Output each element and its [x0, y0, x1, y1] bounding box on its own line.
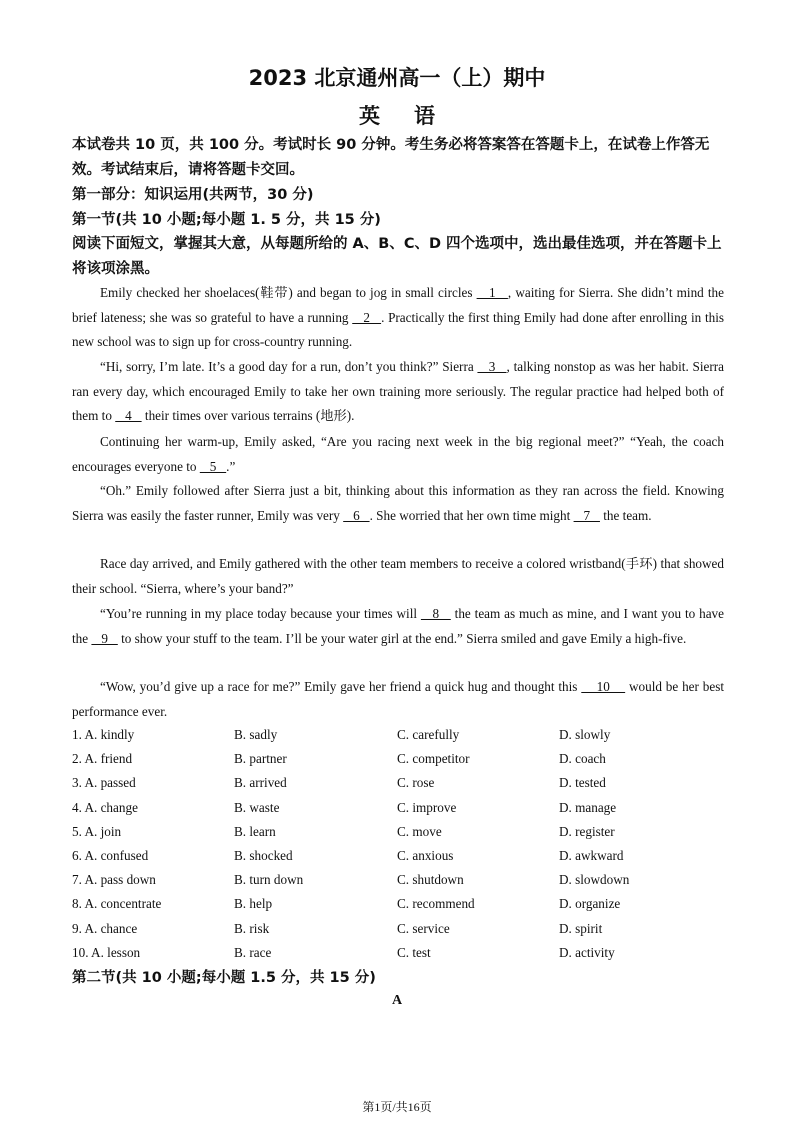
- option-d: D. register: [559, 823, 615, 839]
- option-a: 7. A. pass down: [72, 872, 156, 888]
- subject-title: 英语: [359, 104, 469, 128]
- option-c: C. improve: [397, 799, 457, 815]
- blank-3: 3: [477, 359, 507, 374]
- blank-7: 7: [573, 507, 600, 523]
- blank-8: 8: [420, 606, 451, 621]
- option-a: 6. A. confused: [72, 847, 149, 863]
- option-row: [72, 796, 732, 820]
- option-row: [72, 917, 732, 941]
- page-footer: 第1页/共16页: [362, 1100, 432, 1114]
- section-one-heading: 第一节(共 10 小题;每小题 1. 5 分，共 15 分): [72, 212, 381, 228]
- option-row: [72, 723, 732, 747]
- option-c: C. test: [397, 944, 431, 960]
- option-d: D. slowly: [559, 727, 611, 742]
- passage-paragraph-4: “Oh.” Emily followed after Sierra just a bit, thinking about this information as they ran across the field. Knowing Sierra was easily the faster runner, Emily was very 6 . She worried that her own time might 7 the team.: [72, 483, 724, 523]
- option-d: D. tested: [559, 775, 606, 791]
- blank-10: 10: [581, 679, 626, 694]
- option-c: C. carefully: [397, 727, 460, 742]
- option-row: [72, 892, 732, 916]
- option-b: B. help: [234, 896, 273, 912]
- blank-1: 1: [476, 285, 508, 300]
- passage-paragraph-3: Continuing her warm-up, Emily asked, “Are you racing next week in the big regional meet?” “Yeah, the coach encourages everyone to 5 .”: [72, 434, 724, 474]
- blank-6: 6: [343, 507, 370, 523]
- option-c: C. competitor: [397, 751, 470, 767]
- option-d: D. activity: [559, 944, 615, 960]
- option-row: [72, 820, 732, 844]
- passage-a-label: A: [391, 993, 403, 1008]
- option-c: C. recommend: [397, 896, 475, 912]
- option-b: B. arrived: [234, 775, 287, 791]
- option-a: 1. A. kindly: [72, 727, 135, 742]
- option-b: B. race: [234, 944, 272, 960]
- option-a: 2. A. friend: [72, 751, 133, 767]
- option-d: D. coach: [559, 751, 606, 767]
- option-a: 8. A. concentrate: [72, 896, 162, 912]
- option-row: [72, 747, 732, 771]
- option-c: C. rose: [397, 775, 435, 791]
- option-b: B. risk: [234, 920, 270, 936]
- blank-4: 4: [115, 408, 142, 424]
- passage-paragraph-7: “Wow, you’d give up a race for me?” Emily gave her friend a quick hug and thought this 10 would be her best performance ever.: [72, 679, 724, 719]
- option-row: [72, 771, 732, 795]
- option-b: B. shocked: [234, 847, 293, 863]
- option-row: [72, 941, 732, 965]
- option-d: D. manage: [559, 799, 617, 815]
- option-row: [72, 844, 732, 868]
- option-a: 3. A. passed: [72, 775, 136, 791]
- option-d: D. spirit: [559, 920, 603, 936]
- section-two-heading: 第二节(共 10 小题;每小题 1.5 分，共 15 分): [72, 970, 376, 986]
- exam-instructions: 本试卷共 10 页，共 100 分。考试时长 90 分钟。考生务必将答案答在答题卡上，在试卷上作答无效。考试结束后，请将答题卡交回。: [72, 137, 710, 178]
- section-directions: 阅读下面短文，掌握其大意，从每题所给的 A、B、C、D 四个选项中，选出最佳选项，并在答题卡上将该项涂黑。: [72, 236, 722, 277]
- option-a: 4. A. change: [72, 799, 138, 815]
- option-b: B. sadly: [234, 727, 278, 742]
- option-b: B. partner: [234, 751, 287, 767]
- option-b: B. turn down: [234, 872, 304, 888]
- option-c: C. anxious: [397, 847, 454, 863]
- option-c: C. shutdown: [397, 872, 464, 888]
- answer-options: [72, 723, 732, 965]
- option-c: C. move: [397, 823, 442, 839]
- option-a: 5. A. join: [72, 823, 122, 839]
- option-a: 10. A. lesson: [72, 944, 141, 960]
- option-d: D. organize: [559, 896, 621, 912]
- blank-9: 9: [91, 630, 118, 646]
- passage-paragraph-2: “Hi, sorry, I’m late. It’s a good day for a run, don’t you think?” Sierra 3 , talking nonstop as was her habit. Sierra ran every day, which encouraged Emily to take her own training more seriously. The regular practice had helped both of them to 4 their times over various terrains (地形).: [72, 359, 724, 424]
- passage-paragraph-6: “You’re running in my place today because your times will 8 the team as much as mine, and I want you to have the 9 to show your stuff to the team. I’ll be your water girl at the end.” Sierra smiled and gave Emily a high-five.: [72, 606, 724, 646]
- blank-2: 2: [352, 309, 382, 325]
- exam-title: 2023 北京通州高一（上）期中: [248, 66, 546, 90]
- option-b: B. waste: [234, 799, 280, 815]
- passage-paragraph-5: Race day arrived, and Emily gathered with the other team members to receive a colored wristband(手环) that showed their school. “Sierra, where’s your band?”: [72, 556, 724, 596]
- blank-5: 5: [199, 458, 227, 474]
- option-c: C. service: [397, 920, 450, 936]
- option-d: D. slowdown: [559, 872, 630, 888]
- option-d: D. awkward: [559, 847, 624, 863]
- passage-paragraph-1: Emily checked her shoelaces(鞋带) and began to jog in small circles 1 , waiting for Sierra. She didn’t mind the brief lateness; she was so grateful to have a running 2 . Practically the first thing Emily had done after enrolling in this new school was to sign up for cross-country running.: [72, 285, 725, 350]
- option-b: B. learn: [234, 823, 276, 839]
- option-row: [72, 868, 732, 892]
- option-a: 9. A. chance: [72, 920, 138, 936]
- part-one-heading: 第一部分：知识运用(共两节，30 分): [72, 187, 314, 203]
